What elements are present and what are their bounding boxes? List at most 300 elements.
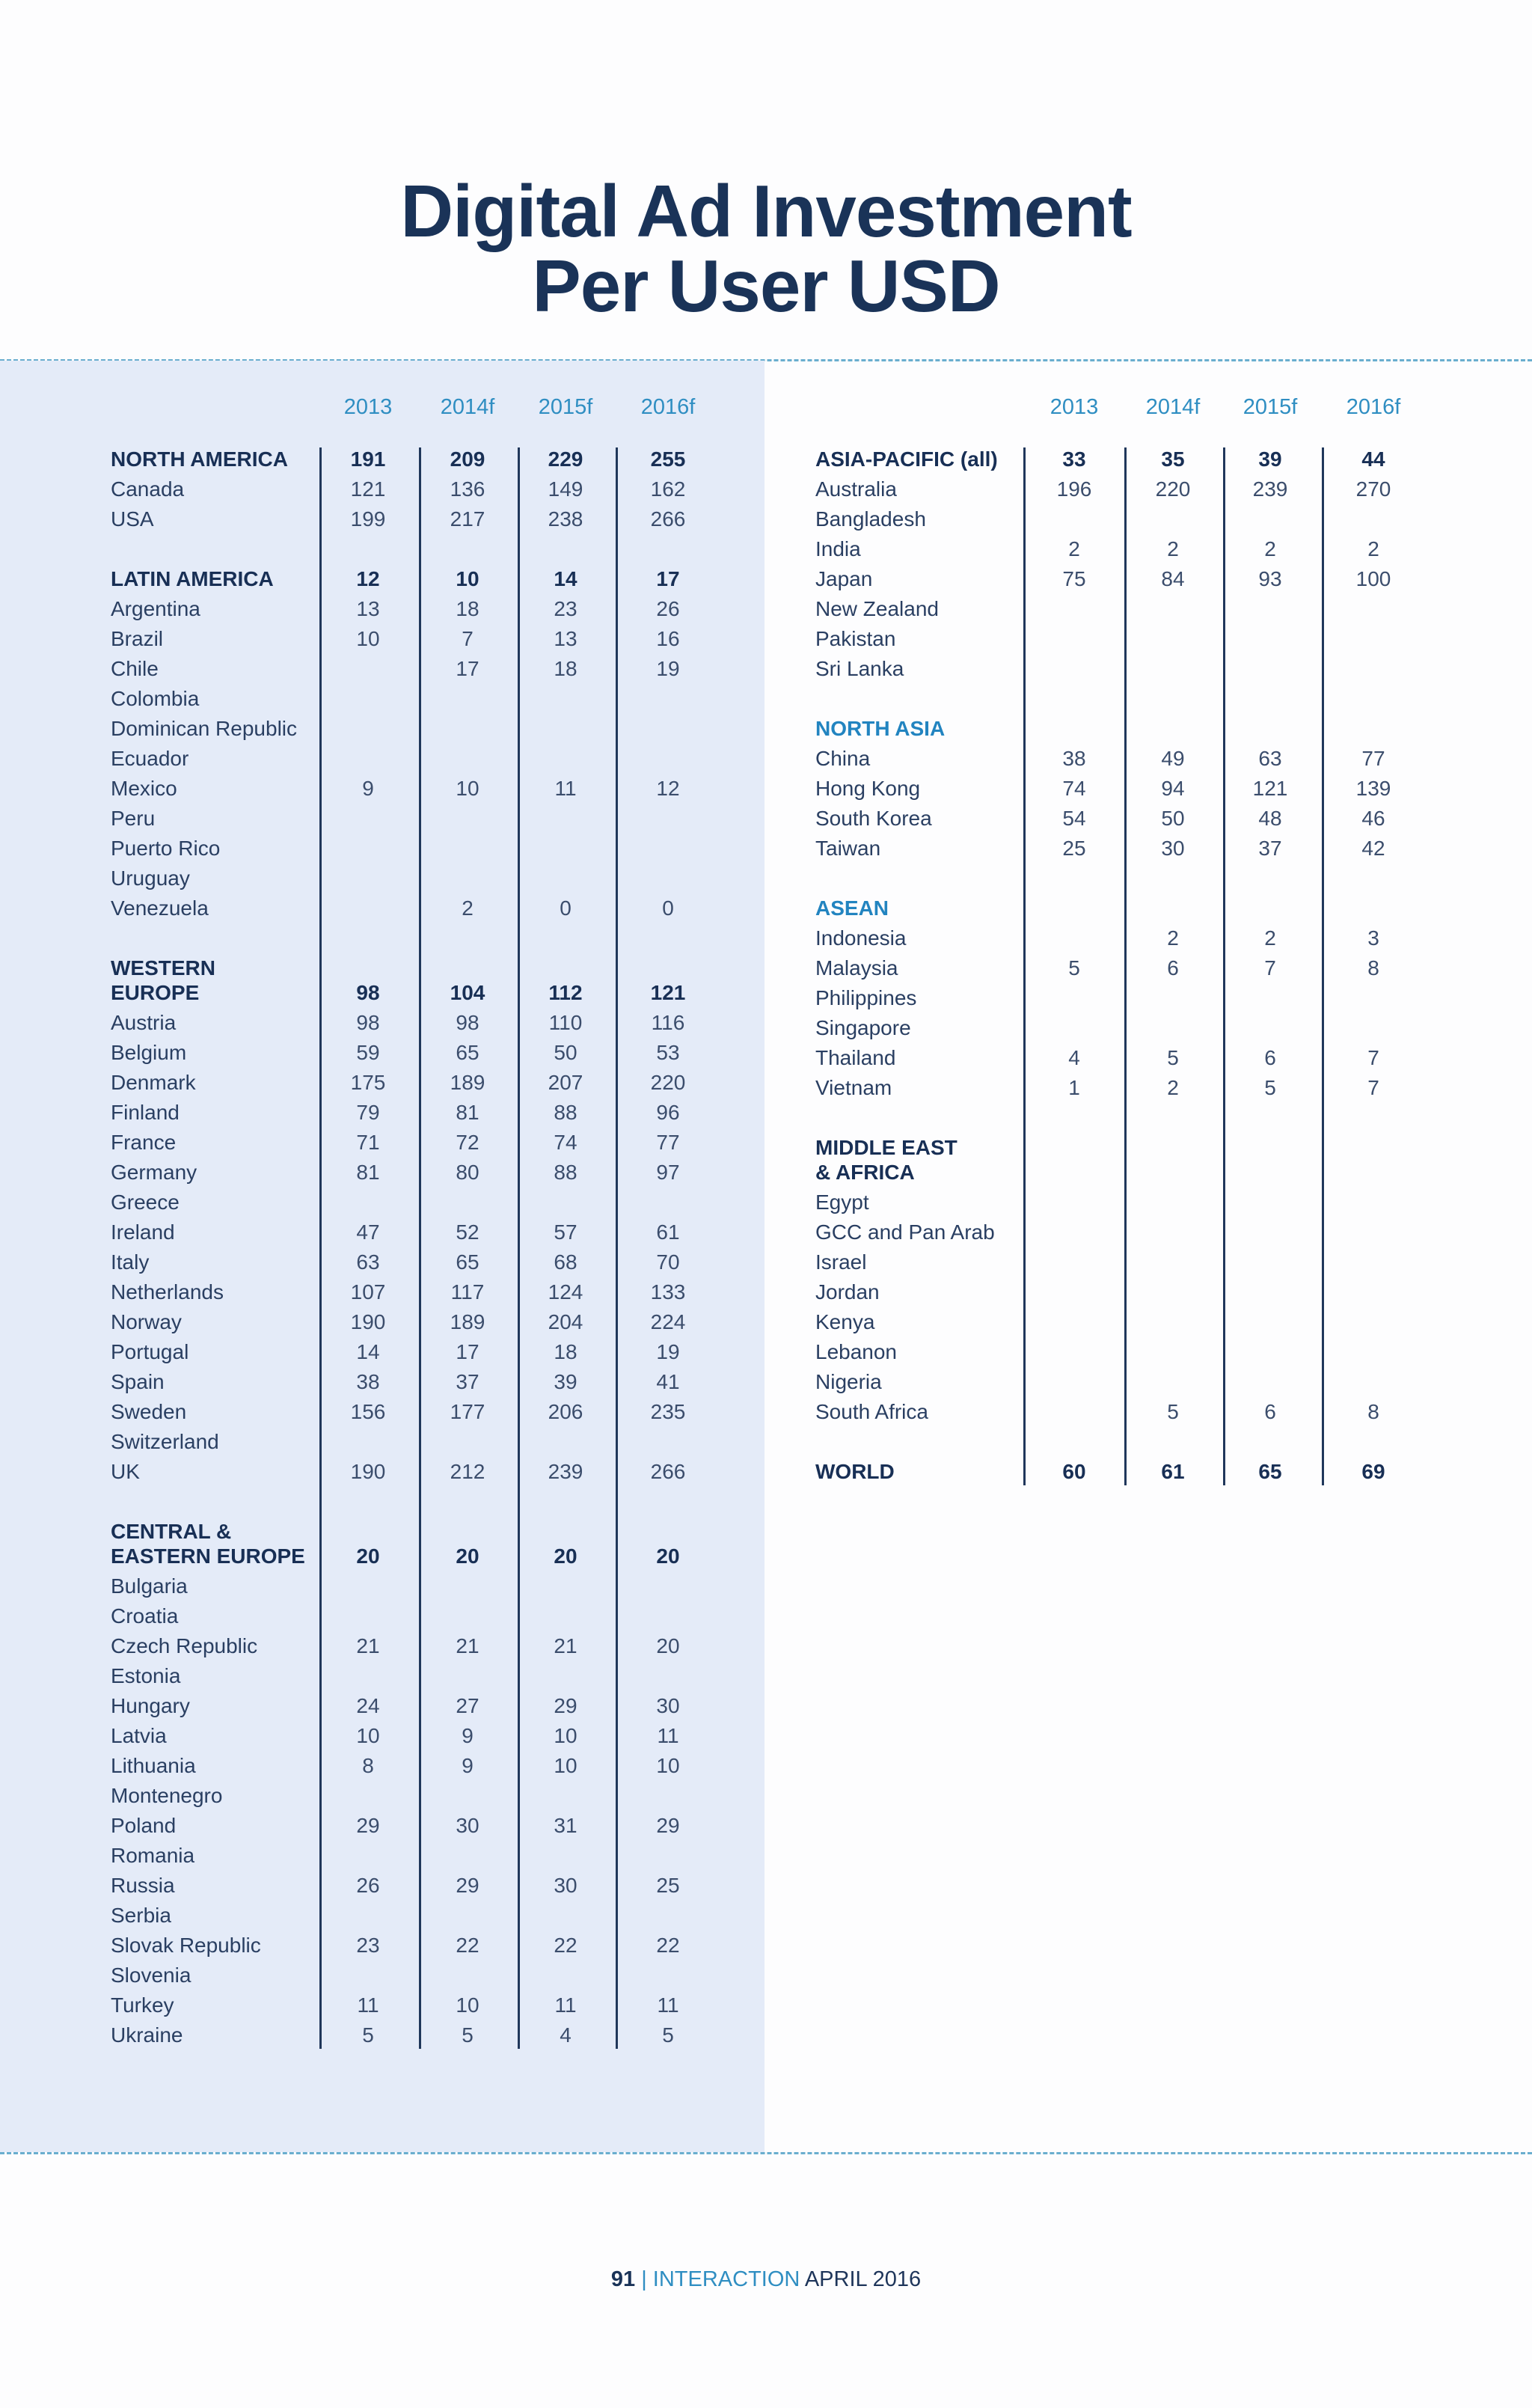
cell-value: 88 [554, 1161, 577, 1184]
cell-value: 81 [356, 1161, 380, 1184]
country-name: Venezuela [111, 896, 209, 920]
cell-value: 6 [1264, 1046, 1276, 1069]
table-row [111, 684, 754, 714]
country-name: UK [111, 1460, 140, 1483]
cell-value: 191 [350, 447, 386, 471]
country-name: Lebanon [815, 1340, 898, 1363]
cell-value: 121 [350, 477, 386, 501]
cell-value: 12 [356, 567, 380, 590]
country-name: LATIN AMERICA [111, 567, 274, 590]
table-row [111, 594, 754, 624]
column-header: 2013 [1050, 395, 1099, 419]
country-name: Latvia [111, 1724, 167, 1747]
cell-value: 44 [1361, 447, 1385, 471]
table-row [815, 1217, 1459, 1247]
cell-value: 21 [456, 1634, 479, 1657]
table-row [815, 1188, 1459, 1217]
table-section-header [815, 893, 1459, 923]
country-name: South Africa [815, 1400, 928, 1423]
country-name: Croatia [111, 1604, 179, 1628]
title-line-2: Per User USD [532, 245, 1000, 327]
cell-value: 217 [450, 507, 485, 531]
column-header: 2016f [1346, 395, 1401, 419]
cell-value: 0 [662, 896, 674, 920]
cell-value: 239 [1252, 477, 1288, 501]
country-name: GCC and Pan Arab [815, 1220, 995, 1244]
country-name: China [815, 747, 871, 770]
table-row [111, 1098, 754, 1128]
country-name: Kenya [815, 1310, 875, 1333]
cell-value: 2 [462, 896, 474, 920]
cell-value: 136 [450, 477, 485, 501]
table-row [111, 804, 754, 834]
cell-value: 74 [1062, 777, 1086, 800]
cell-value: 2 [1367, 537, 1379, 560]
cell-value: 206 [548, 1400, 583, 1423]
country-name: Ecuador [111, 747, 189, 770]
cell-value: 2 [1167, 926, 1179, 950]
country-name: Romania [111, 1844, 195, 1867]
cell-value: 39 [1258, 447, 1282, 471]
column-header: 2014f [1145, 395, 1201, 419]
table-row [111, 1661, 754, 1691]
cell-value: 31 [554, 1814, 577, 1837]
country-name: Brazil [111, 627, 164, 650]
country-name: Russia [111, 1874, 175, 1897]
title-line-1: Digital Ad Investment [400, 170, 1132, 252]
cell-value: 10 [456, 567, 479, 590]
cell-value: 98 [356, 981, 380, 1004]
cell-value: 190 [350, 1310, 386, 1333]
country-name: Estonia [111, 1664, 181, 1687]
cell-value: 4 [1068, 1046, 1080, 1069]
table-row [111, 1811, 754, 1841]
country-name: Thailand [815, 1046, 896, 1069]
cell-value: 75 [1062, 567, 1086, 590]
cell-value: 220 [650, 1071, 686, 1094]
table-row [111, 1901, 754, 1931]
cell-value: 199 [350, 507, 386, 531]
cell-value: 9 [462, 1754, 474, 1777]
table-row [111, 1277, 754, 1307]
country-name: Singapore [815, 1016, 911, 1039]
country-name: Hong Kong [815, 777, 921, 800]
cell-value: 2 [1167, 537, 1179, 560]
cell-value: 110 [548, 1011, 583, 1034]
cell-value: 54 [1062, 807, 1086, 830]
country-name: Taiwan [815, 837, 881, 860]
cell-value: 13 [356, 597, 380, 620]
column-divider [616, 447, 618, 2049]
cell-value: 5 [1167, 1046, 1179, 1069]
cell-value: 220 [1155, 477, 1191, 501]
country-name: Lithuania [111, 1754, 196, 1777]
cell-value: 121 [1252, 777, 1288, 800]
cell-value: 235 [650, 1400, 686, 1423]
table-row [111, 1307, 754, 1337]
cell-value: 20 [554, 1544, 577, 1568]
table-row [815, 564, 1459, 594]
table-section-header [815, 1158, 1459, 1188]
cell-value: 94 [1161, 777, 1185, 800]
cell-value: 25 [656, 1874, 680, 1897]
cell-value: 61 [656, 1220, 680, 1244]
country-name: WORLD [815, 1460, 895, 1483]
country-name: Bangladesh [815, 507, 926, 531]
column-header: 2015f [1243, 395, 1298, 419]
table-row [111, 1961, 754, 1990]
table-row [111, 624, 754, 654]
table-row [111, 2020, 754, 2050]
country-name: EUROPE [111, 981, 200, 1004]
country-name: Peru [111, 807, 156, 830]
cell-value: 50 [554, 1041, 577, 1064]
country-name: MIDDLE EAST [815, 1136, 958, 1159]
table-row [111, 714, 754, 744]
table-row [111, 744, 754, 774]
country-name: Slovak Republic [111, 1934, 261, 1957]
cell-value: 72 [456, 1131, 479, 1154]
cell-value: 39 [554, 1370, 577, 1393]
cell-value: 14 [554, 567, 577, 590]
cell-value: 10 [456, 777, 479, 800]
cell-value: 65 [456, 1041, 479, 1064]
table-row [111, 1571, 754, 1601]
table-row [815, 1043, 1459, 1073]
cell-value: 0 [560, 896, 572, 920]
cell-value: 21 [554, 1634, 577, 1657]
cell-value: 107 [350, 1280, 386, 1304]
cell-value: 71 [356, 1131, 380, 1154]
cell-value: 29 [554, 1694, 577, 1717]
country-name: Hungary [111, 1694, 190, 1717]
cell-value: 22 [554, 1934, 577, 1957]
cell-value: 17 [656, 567, 680, 590]
table-section-header [815, 714, 1459, 744]
table-row [111, 893, 754, 923]
cell-value: 121 [650, 981, 686, 1004]
cell-value: 61 [1161, 1460, 1185, 1483]
cell-value: 59 [356, 1041, 380, 1064]
cell-value: 98 [356, 1011, 380, 1034]
table-row [111, 1871, 754, 1901]
footer-separator: | [641, 2267, 647, 2291]
table-row [111, 1188, 754, 1217]
column-header: 2015f [538, 395, 593, 419]
cell-value: 26 [656, 597, 680, 620]
table-row [815, 804, 1459, 834]
cell-value: 20 [656, 1544, 680, 1568]
country-name: New Zealand [815, 597, 939, 620]
cell-value: 69 [1361, 1460, 1385, 1483]
country-name: Spain [111, 1370, 165, 1393]
country-name: Australia [815, 477, 897, 501]
country-name: ASEAN [815, 896, 889, 920]
cell-value: 6 [1167, 956, 1179, 980]
table-row [815, 654, 1459, 684]
column-divider [319, 447, 322, 2049]
country-name: ASIA-PACIFIC (all) [815, 447, 998, 471]
country-name: NORTH AMERICA [111, 447, 288, 471]
cell-value: 10 [554, 1724, 577, 1747]
cell-value: 100 [1355, 567, 1391, 590]
country-name: Norway [111, 1310, 182, 1333]
country-name: Ireland [111, 1220, 175, 1244]
table-row [815, 983, 1459, 1013]
magazine-name: INTERACTION [652, 2267, 800, 2291]
column-divider [1023, 447, 1026, 1485]
table-row [815, 1247, 1459, 1277]
table-row [111, 1217, 754, 1247]
cell-value: 2 [1264, 926, 1276, 950]
table-row [111, 1427, 754, 1457]
country-name: Portugal [111, 1340, 189, 1363]
country-name: Japan [815, 567, 873, 590]
cell-value: 156 [350, 1400, 386, 1423]
table-row [815, 1337, 1459, 1367]
table-section-header [815, 1457, 1459, 1487]
table-row [815, 744, 1459, 774]
country-name: Pakistan [815, 627, 896, 650]
country-name: EASTERN EUROPE [111, 1544, 305, 1568]
country-name: Italy [111, 1250, 150, 1274]
cell-value: 11 [357, 1993, 379, 2017]
table-row [111, 864, 754, 893]
cell-value: 9 [362, 777, 374, 800]
table-row [111, 1128, 754, 1158]
cell-value: 16 [656, 627, 680, 650]
country-name: Netherlands [111, 1280, 224, 1304]
table-row [815, 1367, 1459, 1397]
cell-value: 7 [1367, 1046, 1379, 1069]
cell-value: 189 [450, 1071, 485, 1094]
table-row [111, 474, 754, 504]
page-number: 91 [610, 2267, 636, 2291]
country-name: Indonesia [815, 926, 907, 950]
country-name: South Korea [815, 807, 932, 830]
cell-value: 88 [554, 1101, 577, 1124]
cell-value: 20 [356, 1544, 380, 1568]
cell-value: 239 [548, 1460, 583, 1483]
cell-value: 17 [456, 657, 479, 680]
cell-value: 49 [1161, 747, 1185, 770]
cell-value: 189 [450, 1310, 485, 1333]
cell-value: 12 [656, 777, 680, 800]
cell-value: 63 [1258, 747, 1282, 770]
country-name: Egypt [815, 1191, 869, 1214]
country-name: Serbia [111, 1904, 171, 1927]
country-name: Israel [815, 1250, 867, 1274]
table-row [111, 1158, 754, 1188]
cell-value: 65 [1258, 1460, 1282, 1483]
cell-value: 175 [350, 1071, 386, 1094]
cell-value: 77 [1361, 747, 1385, 770]
page-title [0, 170, 1532, 327]
cell-value: 209 [450, 447, 485, 471]
cell-value: 27 [456, 1694, 479, 1717]
column-divider [1124, 447, 1127, 1485]
cell-value: 68 [554, 1250, 577, 1274]
column-divider [1322, 447, 1324, 1485]
table-section-header [815, 444, 1459, 474]
table-row [815, 534, 1459, 564]
cell-value: 11 [657, 1993, 679, 2017]
cell-value: 80 [456, 1161, 479, 1184]
cell-value: 6 [1264, 1400, 1276, 1423]
cell-value: 57 [554, 1220, 577, 1244]
cell-value: 10 [554, 1754, 577, 1777]
country-name: Sri Lanka [815, 657, 904, 680]
cell-value: 35 [1161, 447, 1185, 471]
cell-value: 2 [1264, 537, 1276, 560]
country-name: France [111, 1131, 177, 1154]
column-divider [419, 447, 421, 2049]
cell-value: 37 [456, 1370, 479, 1393]
cell-value: 8 [1367, 956, 1379, 980]
country-name: Puerto Rico [111, 837, 221, 860]
cell-value: 5 [662, 2023, 674, 2047]
cell-value: 19 [656, 657, 680, 680]
cell-value: 23 [554, 597, 577, 620]
cell-value: 30 [554, 1874, 577, 1897]
cell-value: 124 [548, 1280, 583, 1304]
cell-value: 177 [450, 1400, 485, 1423]
country-name: Switzerland [111, 1430, 219, 1453]
column-divider [518, 447, 520, 2049]
cell-value: 20 [656, 1634, 680, 1657]
table-row [111, 1247, 754, 1277]
cell-value: 266 [650, 507, 686, 531]
cell-value: 4 [560, 2023, 572, 2047]
table-row [815, 474, 1459, 504]
country-name: Ukraine [111, 2023, 183, 2047]
country-name: Belgium [111, 1041, 187, 1064]
country-name: Montenegro [111, 1784, 223, 1807]
table-row [111, 1601, 754, 1631]
cell-value: 20 [456, 1544, 479, 1568]
table-row [111, 1367, 754, 1397]
cell-value: 97 [656, 1161, 680, 1184]
cell-value: 8 [362, 1754, 374, 1777]
cell-value: 11 [554, 777, 577, 800]
cell-value: 22 [456, 1934, 479, 1957]
column-header: 2016f [640, 395, 696, 419]
country-name: Nigeria [815, 1370, 882, 1393]
cell-value: 5 [462, 2023, 474, 2047]
cell-value: 19 [656, 1340, 680, 1363]
cell-value: 60 [1062, 1460, 1086, 1483]
cell-value: 255 [650, 447, 686, 471]
column-header: 2014f [440, 395, 495, 419]
country-name: Canada [111, 477, 185, 501]
country-name: Dominican Republic [111, 717, 298, 740]
country-name: USA [111, 507, 154, 531]
country-name: Austria [111, 1011, 177, 1034]
page-footer [0, 2267, 1532, 2292]
cell-value: 266 [650, 1460, 686, 1483]
cell-value: 116 [651, 1011, 685, 1034]
table-row [815, 1307, 1459, 1337]
cell-value: 204 [548, 1310, 583, 1333]
cell-value: 2 [1068, 537, 1080, 560]
cell-value: 117 [450, 1280, 485, 1304]
table-row [111, 1751, 754, 1781]
country-name: Bulgaria [111, 1574, 188, 1598]
cell-value: 5 [1068, 956, 1080, 980]
cell-value: 149 [548, 477, 583, 501]
country-name: NORTH ASIA [815, 717, 946, 740]
cell-value: 48 [1258, 807, 1282, 830]
cell-value: 207 [548, 1071, 583, 1094]
country-name: Czech Republic [111, 1634, 258, 1657]
country-name: WESTERN [111, 956, 215, 980]
cell-value: 190 [350, 1460, 386, 1483]
cell-value: 133 [650, 1280, 686, 1304]
table-row [815, 624, 1459, 654]
table-row [815, 1013, 1459, 1043]
table-row [111, 654, 754, 684]
cell-value: 112 [548, 981, 583, 1004]
cell-value: 5 [362, 2023, 374, 2047]
table-row [111, 1990, 754, 2020]
cell-value: 1 [1068, 1076, 1080, 1099]
cell-value: 162 [650, 477, 686, 501]
table-section-header [111, 1541, 754, 1571]
cell-value: 238 [548, 507, 583, 531]
cell-value: 104 [450, 981, 485, 1004]
table-row [111, 1631, 754, 1661]
cell-value: 14 [356, 1340, 380, 1363]
cell-value: 18 [456, 597, 479, 620]
cell-value: 23 [356, 1934, 380, 1957]
cell-value: 29 [456, 1874, 479, 1897]
country-name: Turkey [111, 1993, 174, 2017]
country-name: Jordan [815, 1280, 880, 1304]
cell-value: 224 [650, 1310, 686, 1333]
cell-value: 30 [456, 1814, 479, 1837]
table-row [111, 1038, 754, 1068]
cell-value: 77 [656, 1131, 680, 1154]
table-row [815, 594, 1459, 624]
table-section-header [111, 978, 754, 1008]
country-name: Malaysia [815, 956, 898, 980]
cell-value: 41 [656, 1370, 680, 1393]
cell-value: 42 [1361, 837, 1385, 860]
cell-value: 22 [656, 1934, 680, 1957]
cell-value: 74 [554, 1131, 577, 1154]
country-name: Greece [111, 1191, 180, 1214]
cell-value: 229 [548, 447, 583, 471]
country-name: Germany [111, 1161, 197, 1184]
table-row [111, 834, 754, 864]
cell-value: 46 [1361, 807, 1385, 830]
country-name: Mexico [111, 777, 177, 800]
cell-value: 30 [656, 1694, 680, 1717]
cell-value: 5 [1264, 1076, 1276, 1099]
cell-value: 81 [456, 1101, 479, 1124]
cell-value: 98 [456, 1011, 479, 1034]
cell-value: 53 [656, 1041, 680, 1064]
table-row [815, 1073, 1459, 1103]
table-row [815, 1397, 1459, 1427]
table-row [111, 1931, 754, 1961]
country-name: India [815, 537, 861, 560]
cell-value: 25 [1062, 837, 1086, 860]
country-name: Chile [111, 657, 159, 680]
cell-value: 9 [462, 1724, 474, 1747]
table-row [111, 1781, 754, 1811]
table-row [815, 504, 1459, 534]
